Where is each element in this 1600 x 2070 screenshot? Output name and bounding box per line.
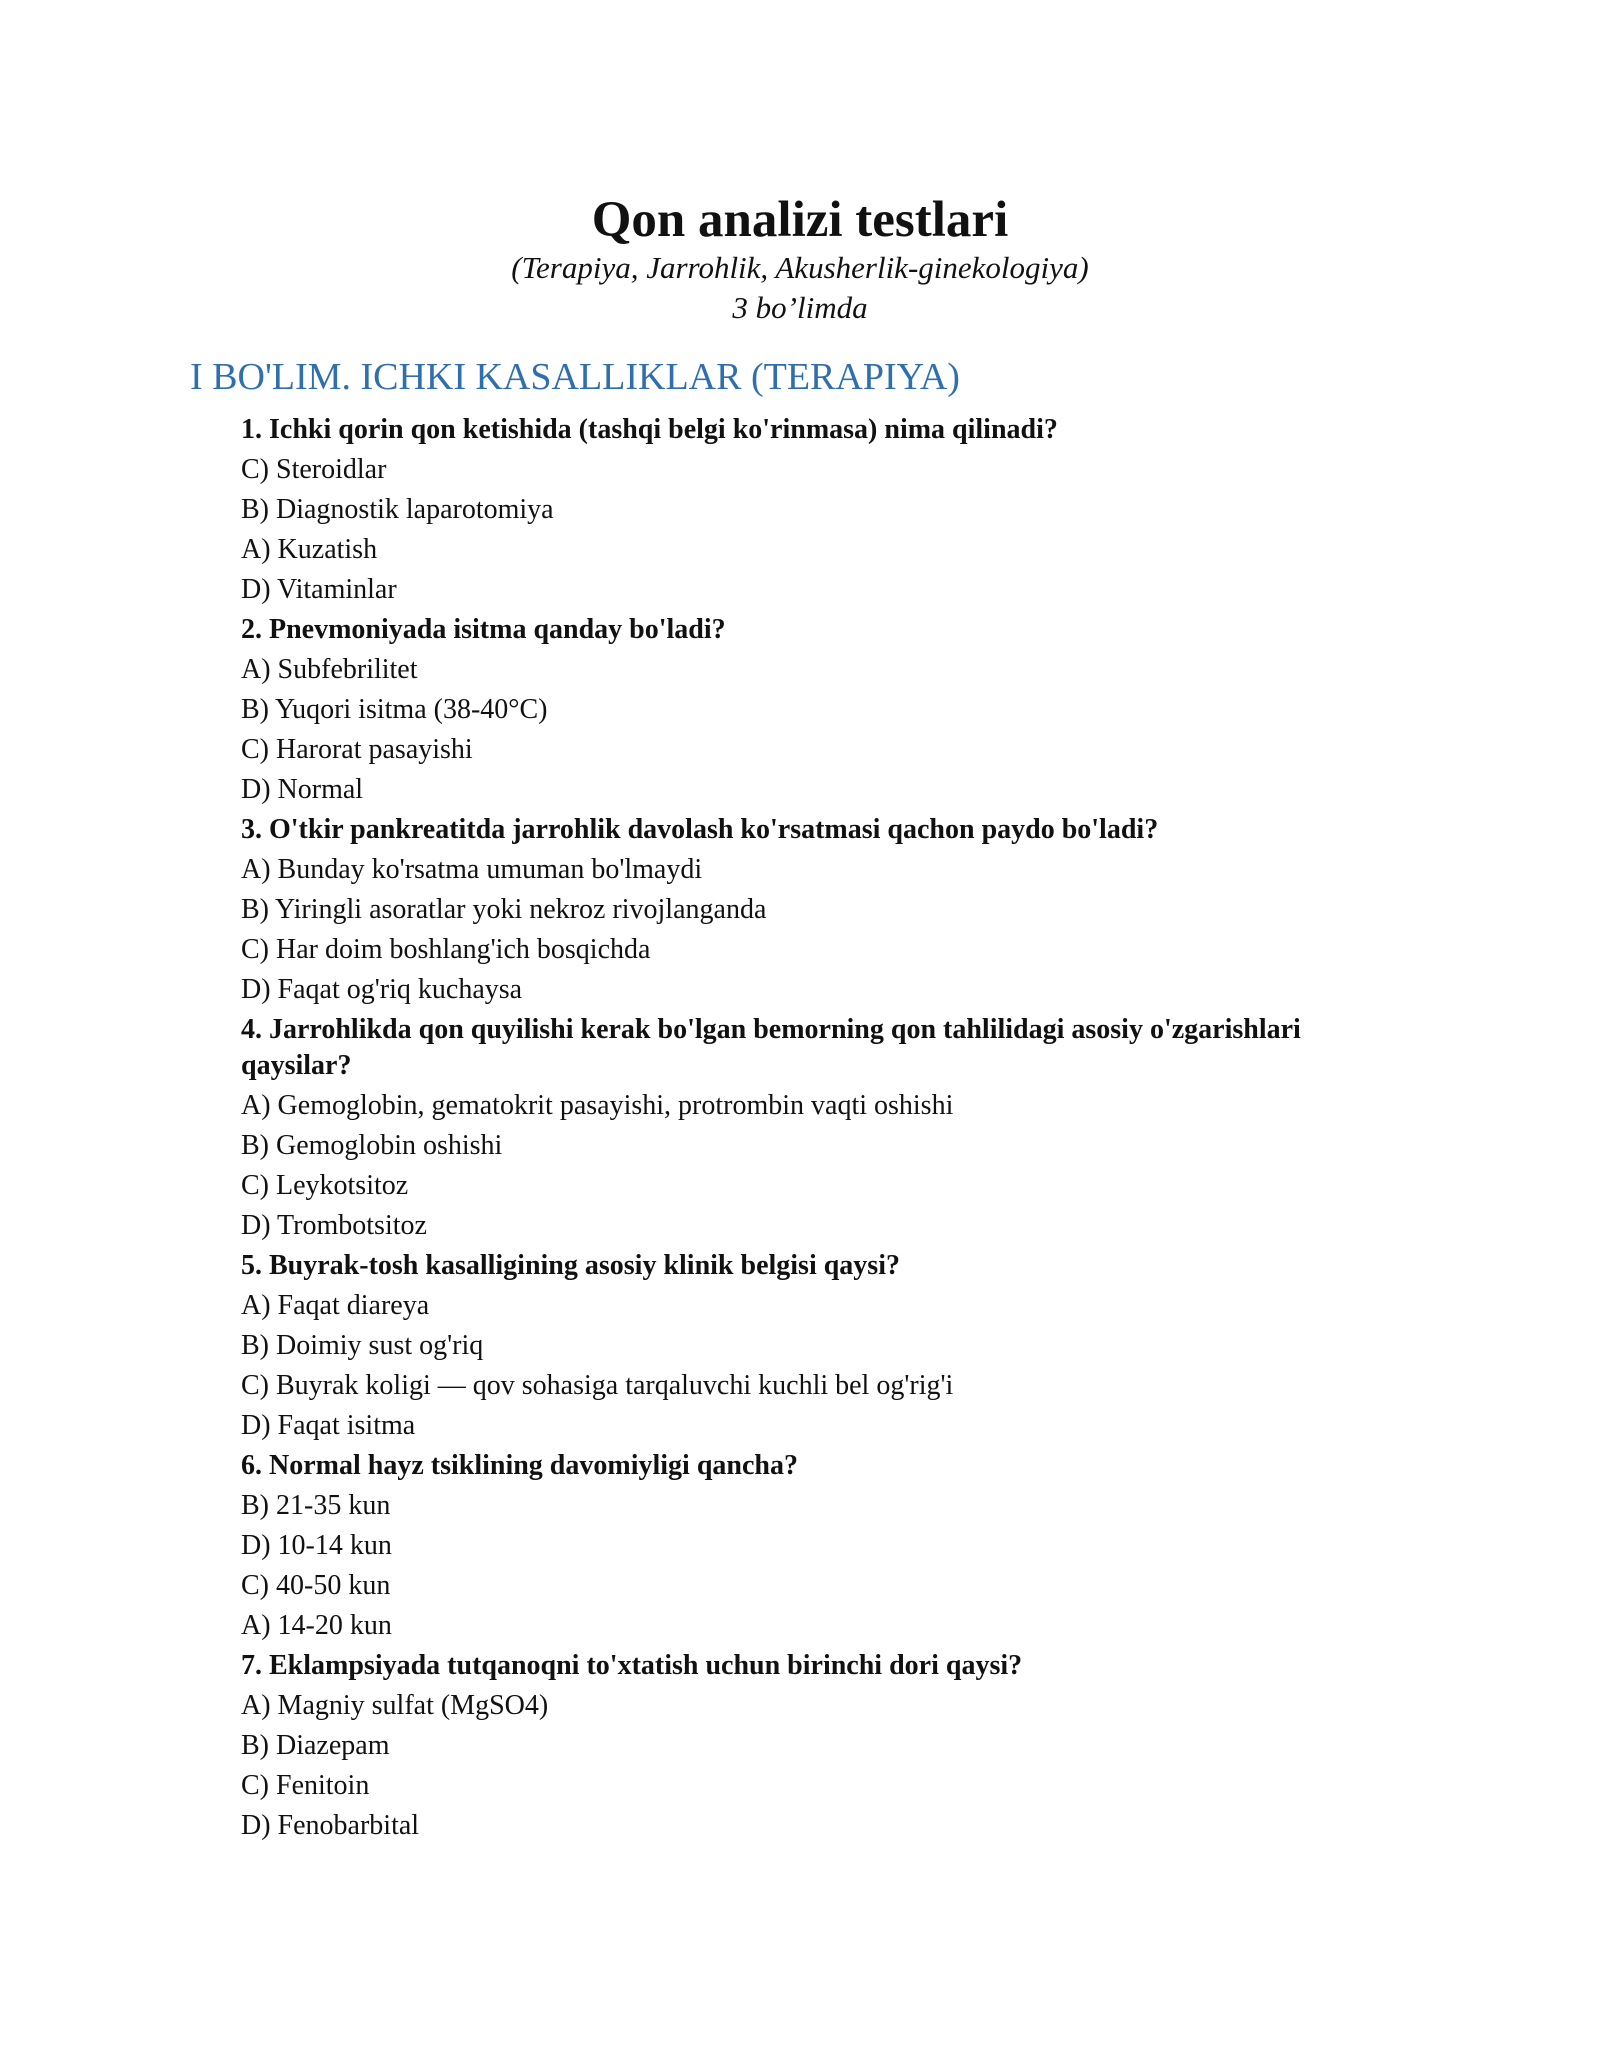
question-text: 2. Pnevmoniyada isitma qanday bo'ladi? bbox=[241, 614, 726, 645]
document-title: Qon analizi testlari bbox=[591, 192, 1009, 248]
document-subtitle-sections: 3 bo’limda bbox=[732, 290, 868, 325]
answer-option: B) Doimiy sust og'riq bbox=[241, 1330, 484, 1361]
answer-option: C) Leykotsitoz bbox=[241, 1170, 409, 1201]
question-text: 7. Eklampsiyada tutqanoqni to'xtatish uchun birinchi dori qaysi? bbox=[241, 1650, 1023, 1681]
question-3 bbox=[241, 812, 1341, 1012]
answer-option: C) Buyrak koligi — qov sohasiga tarqaluvchi kuchli bel og'rig'i bbox=[241, 1370, 954, 1401]
question-text: 1. Ichki qorin qon ketishida (tashqi belgi ko'rinmasa) nima qilinadi? bbox=[241, 414, 1058, 445]
section-heading: I BO'LIM. ICHKI KASALLIKLAR (TERAPIYA) bbox=[190, 356, 960, 398]
answer-option: D) Faqat og'riq kuchaysa bbox=[241, 974, 523, 1005]
question-2 bbox=[241, 612, 1341, 812]
document-subtitle: (Terapiya, Jarrohlik, Akusherlik-ginekologiya) bbox=[511, 250, 1089, 285]
answer-option: C) Harorat pasayishi bbox=[241, 734, 473, 765]
answer-option: B) Yuqori isitma (38-40°C) bbox=[241, 694, 548, 725]
answer-option: A) 14-20 kun bbox=[241, 1610, 392, 1641]
answer-option: D) Fenobarbital bbox=[241, 1810, 420, 1841]
answer-option: B) Yiringli asoratlar yoki nekroz rivojlanganda bbox=[241, 894, 767, 925]
answer-option: A) Kuzatish bbox=[241, 534, 378, 565]
answer-option: A) Magniy sulfat (MgSO4) bbox=[241, 1690, 549, 1721]
question-text: 4. Jarrohlikda qon quyilishi kerak bo'lgan bemorning qon tahlilidagi asosiy o'zgarishlari qaysilar? bbox=[241, 1014, 1301, 1081]
question-1 bbox=[241, 412, 1341, 612]
answer-option: D) Faqat isitma bbox=[241, 1410, 416, 1441]
answer-option: B) 21-35 kun bbox=[241, 1490, 391, 1521]
question-7 bbox=[241, 1648, 1341, 1848]
question-list bbox=[241, 412, 1341, 1848]
answer-option: C) 40-50 kun bbox=[241, 1570, 391, 1601]
question-5 bbox=[241, 1248, 1341, 1448]
answer-option: C) Har doim boshlang'ich bosqichda bbox=[241, 934, 651, 965]
answer-option: B) Diagnostik laparotomiya bbox=[241, 494, 554, 525]
answer-option: D) 10-14 kun bbox=[241, 1530, 392, 1561]
answer-option: B) Gemoglobin oshishi bbox=[241, 1130, 503, 1161]
answer-option: B) Diazepam bbox=[241, 1730, 390, 1761]
answer-option: A) Faqat diareya bbox=[241, 1290, 430, 1321]
answer-option: A) Subfebrilitet bbox=[241, 654, 418, 685]
answer-option: D) Vitaminlar bbox=[241, 574, 397, 605]
answer-option: A) Gemoglobin, gematokrit pasayishi, protrombin vaqti oshishi bbox=[241, 1090, 954, 1121]
answer-option: C) Steroidlar bbox=[241, 454, 387, 485]
answer-option: A) Bunday ko'rsatma umuman bo'lmaydi bbox=[241, 854, 703, 885]
answer-option: D) Normal bbox=[241, 774, 364, 805]
answer-option: D) Trombotsitoz bbox=[241, 1210, 427, 1241]
question-4 bbox=[241, 1012, 1341, 1248]
question-text: 5. Buyrak-tosh kasalligining asosiy klinik belgisi qaysi? bbox=[241, 1250, 900, 1281]
answer-option: C) Fenitoin bbox=[241, 1770, 370, 1801]
question-6 bbox=[241, 1448, 1341, 1648]
question-text: 3. O'tkir pankreatitda jarrohlik davolash ko'rsatmasi qachon paydo bo'ladi? bbox=[241, 814, 1159, 845]
question-text: 6. Normal hayz tsiklining davomiyligi qancha? bbox=[241, 1450, 798, 1481]
